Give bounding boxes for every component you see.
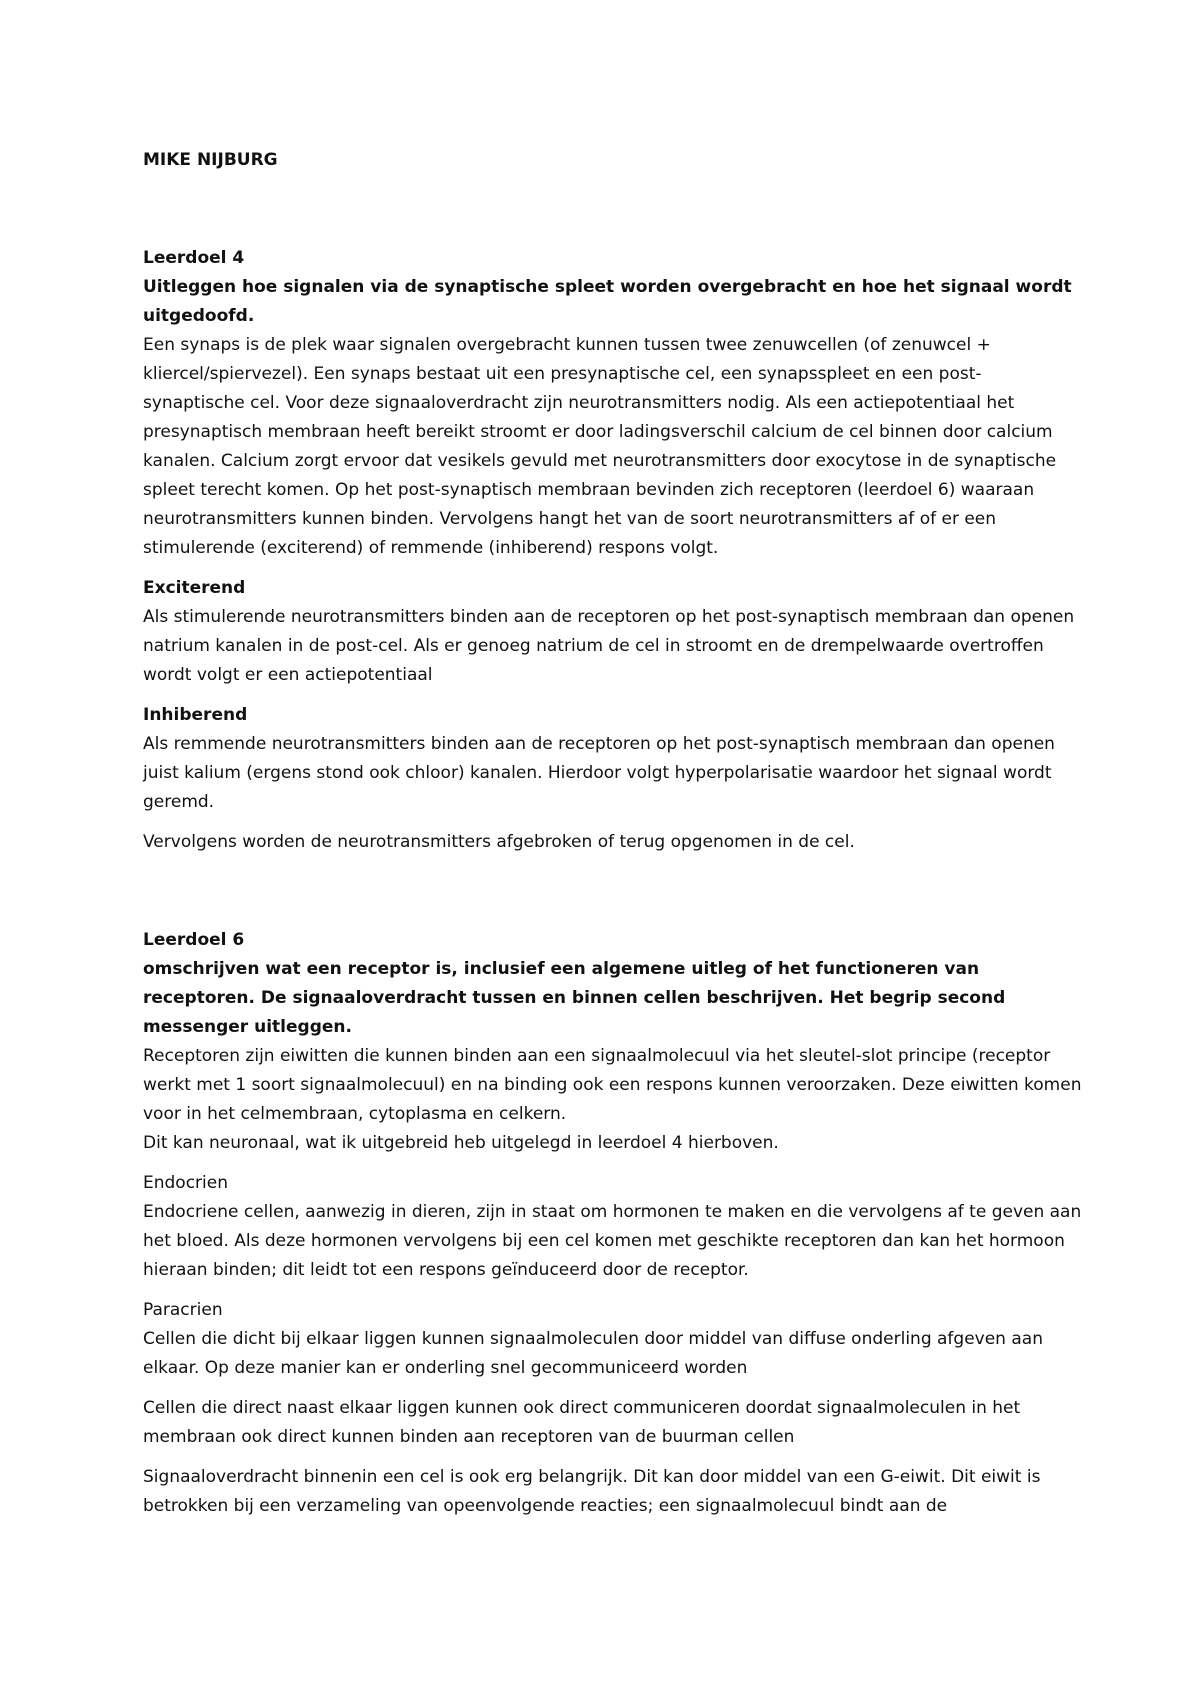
section-heading: Leerdoel 4 bbox=[143, 248, 245, 268]
author-name: MIKE NIJBURG bbox=[143, 150, 278, 170]
body-paragraph: Een synaps is de plek waar signalen overgebracht kunnen tussen twee zenuwcellen (of zenuwcel + kliercel/spiervezel). Een synaps bestaat uit een presynaptische cel, een synapsspleet en een post-synaptische cel. Voor deze signaaloverdracht zijn neurotransmitters nodig. Als een actiepotentiaal het presynaptisch membraan heeft bereikt stroomt er door ladingsverschil calcium de cel binnen door calcium kanalen. Calcium zorgt ervoor dat vesikels gevuld met neurotransmitters door exocytose in de synaptische spleet terecht komen. Op het post-synaptisch membraan bevinden zich receptoren (leerdoel 6) waaraan neurotransmitters kunnen binden. Vervolgens hangt het van de soort neurotransmitters af of er een stimulerende (exciterend) of remmende (inhiberend) respons volgt. bbox=[143, 335, 1057, 558]
spacer bbox=[143, 563, 1083, 574]
section-subheading: omschrijven wat een receptor is, inclusief een algemene uitleg of het functioneren van receptoren. De signaaloverdracht tussen en binnen cellen beschrijven. Het begrip second messenger uitleggen. bbox=[143, 959, 1006, 1037]
body-paragraph: Dit kan neuronaal, wat ik uitgebreid heb uitgelegd in leerdoel 4 hierboven. bbox=[143, 1133, 779, 1153]
spacer bbox=[143, 1158, 1083, 1169]
section-leerdoel-6 bbox=[143, 926, 1083, 1521]
body-paragraph: Signaaloverdracht binnenin een cel is ook erg belangrijk. Dit kan door middel van een G-eiwit. Dit eiwit is betrokken bij een verzameling van opeenvolgende reacties; een signaalmolecuul bindt aan de bbox=[143, 1467, 1041, 1516]
document-page bbox=[143, 146, 1083, 1521]
spacer bbox=[143, 1383, 1083, 1394]
body-paragraph: Als stimulerende neurotransmitters binden aan de receptoren op het post-synaptisch membraan dan openen natrium kanalen in de post-cel. Als er genoeg natrium de cel in stroomt en de drempelwaarde overtroffen wordt volgt er een actiepotentiaal bbox=[143, 607, 1075, 685]
body-paragraph: Receptoren zijn eiwitten die kunnen binden aan een signaalmolecuul via het sleutel-slot principe (receptor werkt met 1 soort signaalmolecuul) en na binding ook een respons kunnen veroorzaken. Deze eiwitten komen voor in het celmembraan, cytoplasma en celkern. bbox=[143, 1046, 1082, 1124]
spacer bbox=[143, 175, 1083, 244]
body-paragraph: Cellen die dicht bij elkaar liggen kunnen signaalmoleculen door middel van diffuse onderling afgeven aan elkaar. Op deze manier kan er onderling snel gecommuniceerd worden bbox=[143, 1329, 1043, 1378]
body-paragraph: Vervolgens worden de neurotransmitters afgebroken of terug opgenomen in de cel. bbox=[143, 832, 855, 852]
subsection-heading-paracrien: Paracrien bbox=[143, 1300, 223, 1320]
subsection-heading-exciterend: Exciterend bbox=[143, 578, 246, 598]
spacer bbox=[143, 857, 1083, 926]
section-heading: Leerdoel 6 bbox=[143, 930, 245, 950]
spacer bbox=[143, 1452, 1083, 1463]
section-leerdoel-4 bbox=[143, 244, 1083, 857]
spacer bbox=[143, 817, 1083, 828]
spacer bbox=[143, 1285, 1083, 1296]
body-paragraph: Cellen die direct naast elkaar liggen kunnen ook direct communiceren doordat signaalmoleculen in het membraan ook direct kunnen binden aan receptoren van de buurman cellen bbox=[143, 1398, 1021, 1447]
subsection-heading-inhiberend: Inhiberend bbox=[143, 705, 248, 725]
body-paragraph: Endocriene cellen, aanwezig in dieren, zijn in staat om hormonen te maken en die vervolgens af te geven aan het bloed. Als deze hormonen vervolgens bij een cel komen met geschikte receptoren dan kan het hormoon hieraan binden; dit leidt tot een respons geïnduceerd door de receptor. bbox=[143, 1202, 1082, 1280]
subsection-heading-endocrien: Endocrien bbox=[143, 1173, 228, 1193]
spacer bbox=[143, 690, 1083, 701]
body-paragraph: Als remmende neurotransmitters binden aan de receptoren op het post-synaptisch membraan dan openen juist kalium (ergens stond ook chloor) kanalen. Hierdoor volgt hyperpolarisatie waardoor het signaal wordt geremd. bbox=[143, 734, 1055, 812]
section-subheading: Uitleggen hoe signalen via de synaptische spleet worden overgebracht en hoe het signaal wordt uitgedoofd. bbox=[143, 277, 1072, 326]
